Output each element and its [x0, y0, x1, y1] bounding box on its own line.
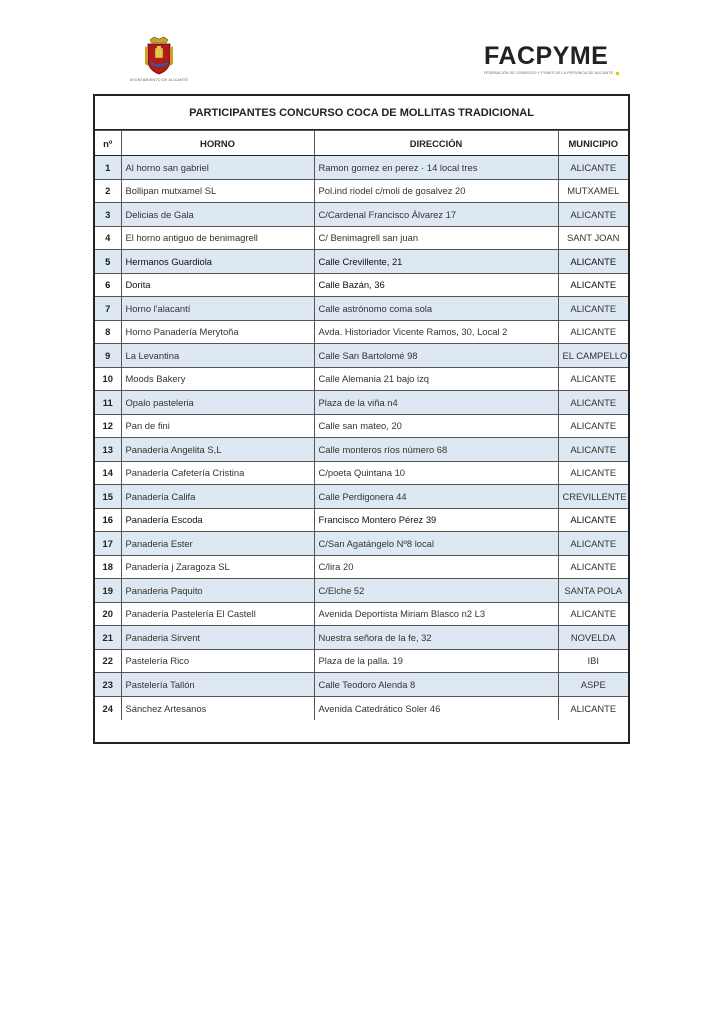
- row-number: 16: [95, 508, 121, 532]
- column-header-number: nº: [95, 131, 121, 156]
- municipio-cell: IBI: [558, 649, 628, 673]
- direccion-cell: Calle San Bartolomé 98: [314, 344, 558, 368]
- table-row: [95, 367, 628, 391]
- municipio-cell: ALICANTE: [558, 602, 628, 626]
- direccion-cell: Calle astrónomo coma sola: [314, 297, 558, 321]
- horno-cell: Dorita: [121, 273, 314, 297]
- direccion-cell: C/Cardenal Francisco Álvarez 17: [314, 203, 558, 227]
- horno-cell: Panaderia Paquito: [121, 579, 314, 603]
- direccion-cell: Ramon gomez en perez · 14 local tres: [314, 156, 558, 180]
- row-number: 20: [95, 602, 121, 626]
- row-number: 13: [95, 438, 121, 462]
- column-header-horno: HORNO: [121, 131, 314, 156]
- table-row: [95, 673, 628, 697]
- direccion-cell: Plaza de la viña n4: [314, 391, 558, 415]
- row-number: 3: [95, 203, 121, 227]
- horno-cell: Horno Panadería Merytoña: [121, 320, 314, 344]
- table-row: [95, 250, 628, 274]
- table-row: [95, 320, 628, 344]
- horno-cell: Al horno san gabriel: [121, 156, 314, 180]
- direccion-cell: Nuestra señora de la fe, 32: [314, 626, 558, 650]
- table-row: [95, 602, 628, 626]
- table-row: [95, 626, 628, 650]
- horno-cell: Opalo pasteleria: [121, 391, 314, 415]
- table-row: [95, 297, 628, 321]
- municipio-cell: ALICANTE: [558, 250, 628, 274]
- municipio-cell: CREVILLENTE: [558, 485, 628, 509]
- direccion-cell: Calle Crevillente, 21: [314, 250, 558, 274]
- horno-cell: Hermanos Guardiola: [121, 250, 314, 274]
- row-number: 17: [95, 532, 121, 556]
- table-row: [95, 461, 628, 485]
- municipio-cell: ALICANTE: [558, 508, 628, 532]
- horno-cell: Sánchez Artesanos: [121, 696, 314, 720]
- table-row: [95, 156, 628, 180]
- row-number: 19: [95, 579, 121, 603]
- direccion-cell: Calle monteros ríos número 68: [314, 438, 558, 462]
- municipio-cell: NOVELDA: [558, 626, 628, 650]
- row-number: 2: [95, 179, 121, 203]
- horno-cell: Pastelería Rico: [121, 649, 314, 673]
- table-row: [95, 485, 628, 509]
- alicante-city-crest: [118, 36, 200, 90]
- direccion-cell: Avenida Deportista Miriam Blasco n2 L3: [314, 602, 558, 626]
- direccion-cell: Calle Perdigonera 44: [314, 485, 558, 509]
- direccion-cell: Calle Teodoro Alenda 8: [314, 673, 558, 697]
- horno-cell: La Levantina: [121, 344, 314, 368]
- municipio-cell: ALICANTE: [558, 532, 628, 556]
- column-header-municipio: MUNICIPIO: [558, 131, 628, 156]
- municipio-cell: ALICANTE: [558, 438, 628, 462]
- row-number: 6: [95, 273, 121, 297]
- brand-dot-icon: [616, 72, 619, 75]
- table-row: [95, 344, 628, 368]
- municipio-cell: ALICANTE: [558, 203, 628, 227]
- table-row: [95, 696, 628, 720]
- horno-cell: Panadería Angelita S,L: [121, 438, 314, 462]
- municipio-cell: ALICANTE: [558, 273, 628, 297]
- horno-cell: Panadería j Zaragoza SL: [121, 555, 314, 579]
- direccion-cell: Pol.ind riodel c/moli de gosalvez 20: [314, 179, 558, 203]
- municipio-cell: ALICANTE: [558, 391, 628, 415]
- row-number: 9: [95, 344, 121, 368]
- municipio-cell: ALICANTE: [558, 555, 628, 579]
- table-row: [95, 508, 628, 532]
- municipio-cell: ALICANTE: [558, 461, 628, 485]
- brand-tagline: FEDERACIÓN DE COMERCIO Y PYMES DE LA PROVINCIA DE ALICANTE: [484, 71, 634, 75]
- municipio-cell: EL CAMPELLO: [558, 344, 628, 368]
- municipio-cell: ALICANTE: [558, 367, 628, 391]
- municipio-cell: MUTXAMEL: [558, 179, 628, 203]
- municipio-cell: SANT JOAN: [558, 226, 628, 250]
- horno-cell: Moods Bakery: [121, 367, 314, 391]
- table-row: [95, 391, 628, 415]
- municipio-cell: ALICANTE: [558, 297, 628, 321]
- crest-caption: AYUNTAMIENTO DE ALICANTE: [129, 78, 189, 82]
- row-number: 12: [95, 414, 121, 438]
- direccion-cell: C/San Agatángelo Nº8 local: [314, 532, 558, 556]
- horno-cell: Horno l'alacantí: [121, 297, 314, 321]
- row-number: 5: [95, 250, 121, 274]
- horno-cell: Bollipan mutxamel SL: [121, 179, 314, 203]
- horno-cell: Delicias de Gala: [121, 203, 314, 227]
- row-number: 4: [95, 226, 121, 250]
- row-number: 18: [95, 555, 121, 579]
- municipio-cell: ALICANTE: [558, 414, 628, 438]
- column-header-direccion: DIRECCIÓN: [314, 131, 558, 156]
- municipio-cell: ALICANTE: [558, 696, 628, 720]
- row-number: 11: [95, 391, 121, 415]
- direccion-cell: Calle Alemania 21 bajo izq: [314, 367, 558, 391]
- horno-cell: Panadería Pastelería El Castell: [121, 602, 314, 626]
- row-number: 10: [95, 367, 121, 391]
- brand-name: FACPYME: [484, 42, 609, 70]
- direccion-cell: C/Elche 52: [314, 579, 558, 603]
- direccion-cell: Plaza de la palla. 19: [314, 649, 558, 673]
- direccion-cell: C/poeta Quintana 10: [314, 461, 558, 485]
- direccion-cell: C/ Benimagrell san juan: [314, 226, 558, 250]
- participants-table: [95, 130, 628, 720]
- table-row: [95, 438, 628, 462]
- direccion-cell: Avenida Catedrático Soler 46: [314, 696, 558, 720]
- table-row: [95, 203, 628, 227]
- row-number: 15: [95, 485, 121, 509]
- table-row: [95, 649, 628, 673]
- table-row: [95, 532, 628, 556]
- direccion-cell: Francisco Montero Pérez 39: [314, 508, 558, 532]
- row-number: 14: [95, 461, 121, 485]
- direccion-cell: C/lira 20: [314, 555, 558, 579]
- direccion-cell: Calle san mateo, 20: [314, 414, 558, 438]
- crest-shield-icon: [144, 36, 174, 76]
- table-row: [95, 414, 628, 438]
- municipio-cell: ALICANTE: [558, 156, 628, 180]
- table-row: [95, 273, 628, 297]
- municipio-cell: ASPE: [558, 673, 628, 697]
- municipio-cell: ALICANTE: [558, 320, 628, 344]
- horno-cell: Panaderia Sirvent: [121, 626, 314, 650]
- participants-table-box: [93, 94, 630, 744]
- horno-cell: Pan de fini: [121, 414, 314, 438]
- table-row: [95, 579, 628, 603]
- horno-cell: Panaderia Ester: [121, 532, 314, 556]
- table-row: [95, 226, 628, 250]
- direccion-cell: Calle Bazán, 36: [314, 273, 558, 297]
- horno-cell: El horno antiguo de benimagrell: [121, 226, 314, 250]
- table-header-row: [95, 131, 628, 156]
- direccion-cell: Avda. Historiador Vicente Ramos, 30, Local 2: [314, 320, 558, 344]
- table-row: [95, 179, 628, 203]
- row-number: 7: [95, 297, 121, 321]
- row-number: 8: [95, 320, 121, 344]
- facpyme-logo: [484, 43, 634, 79]
- horno-cell: Pastelería Tallón: [121, 673, 314, 697]
- horno-cell: Panadería Cafetería Cristina: [121, 461, 314, 485]
- row-number: 1: [95, 156, 121, 180]
- row-number: 24: [95, 696, 121, 720]
- table-row: [95, 555, 628, 579]
- brand-wordmark: [484, 43, 634, 69]
- horno-cell: Panadería Califa: [121, 485, 314, 509]
- table-title: PARTICIPANTES CONCURSO COCA DE MOLLITAS TRADICIONAL: [95, 96, 628, 130]
- row-number: 23: [95, 673, 121, 697]
- horno-cell: Panadería Escoda: [121, 508, 314, 532]
- row-number: 22: [95, 649, 121, 673]
- row-number: 21: [95, 626, 121, 650]
- municipio-cell: SANTA POLA: [558, 579, 628, 603]
